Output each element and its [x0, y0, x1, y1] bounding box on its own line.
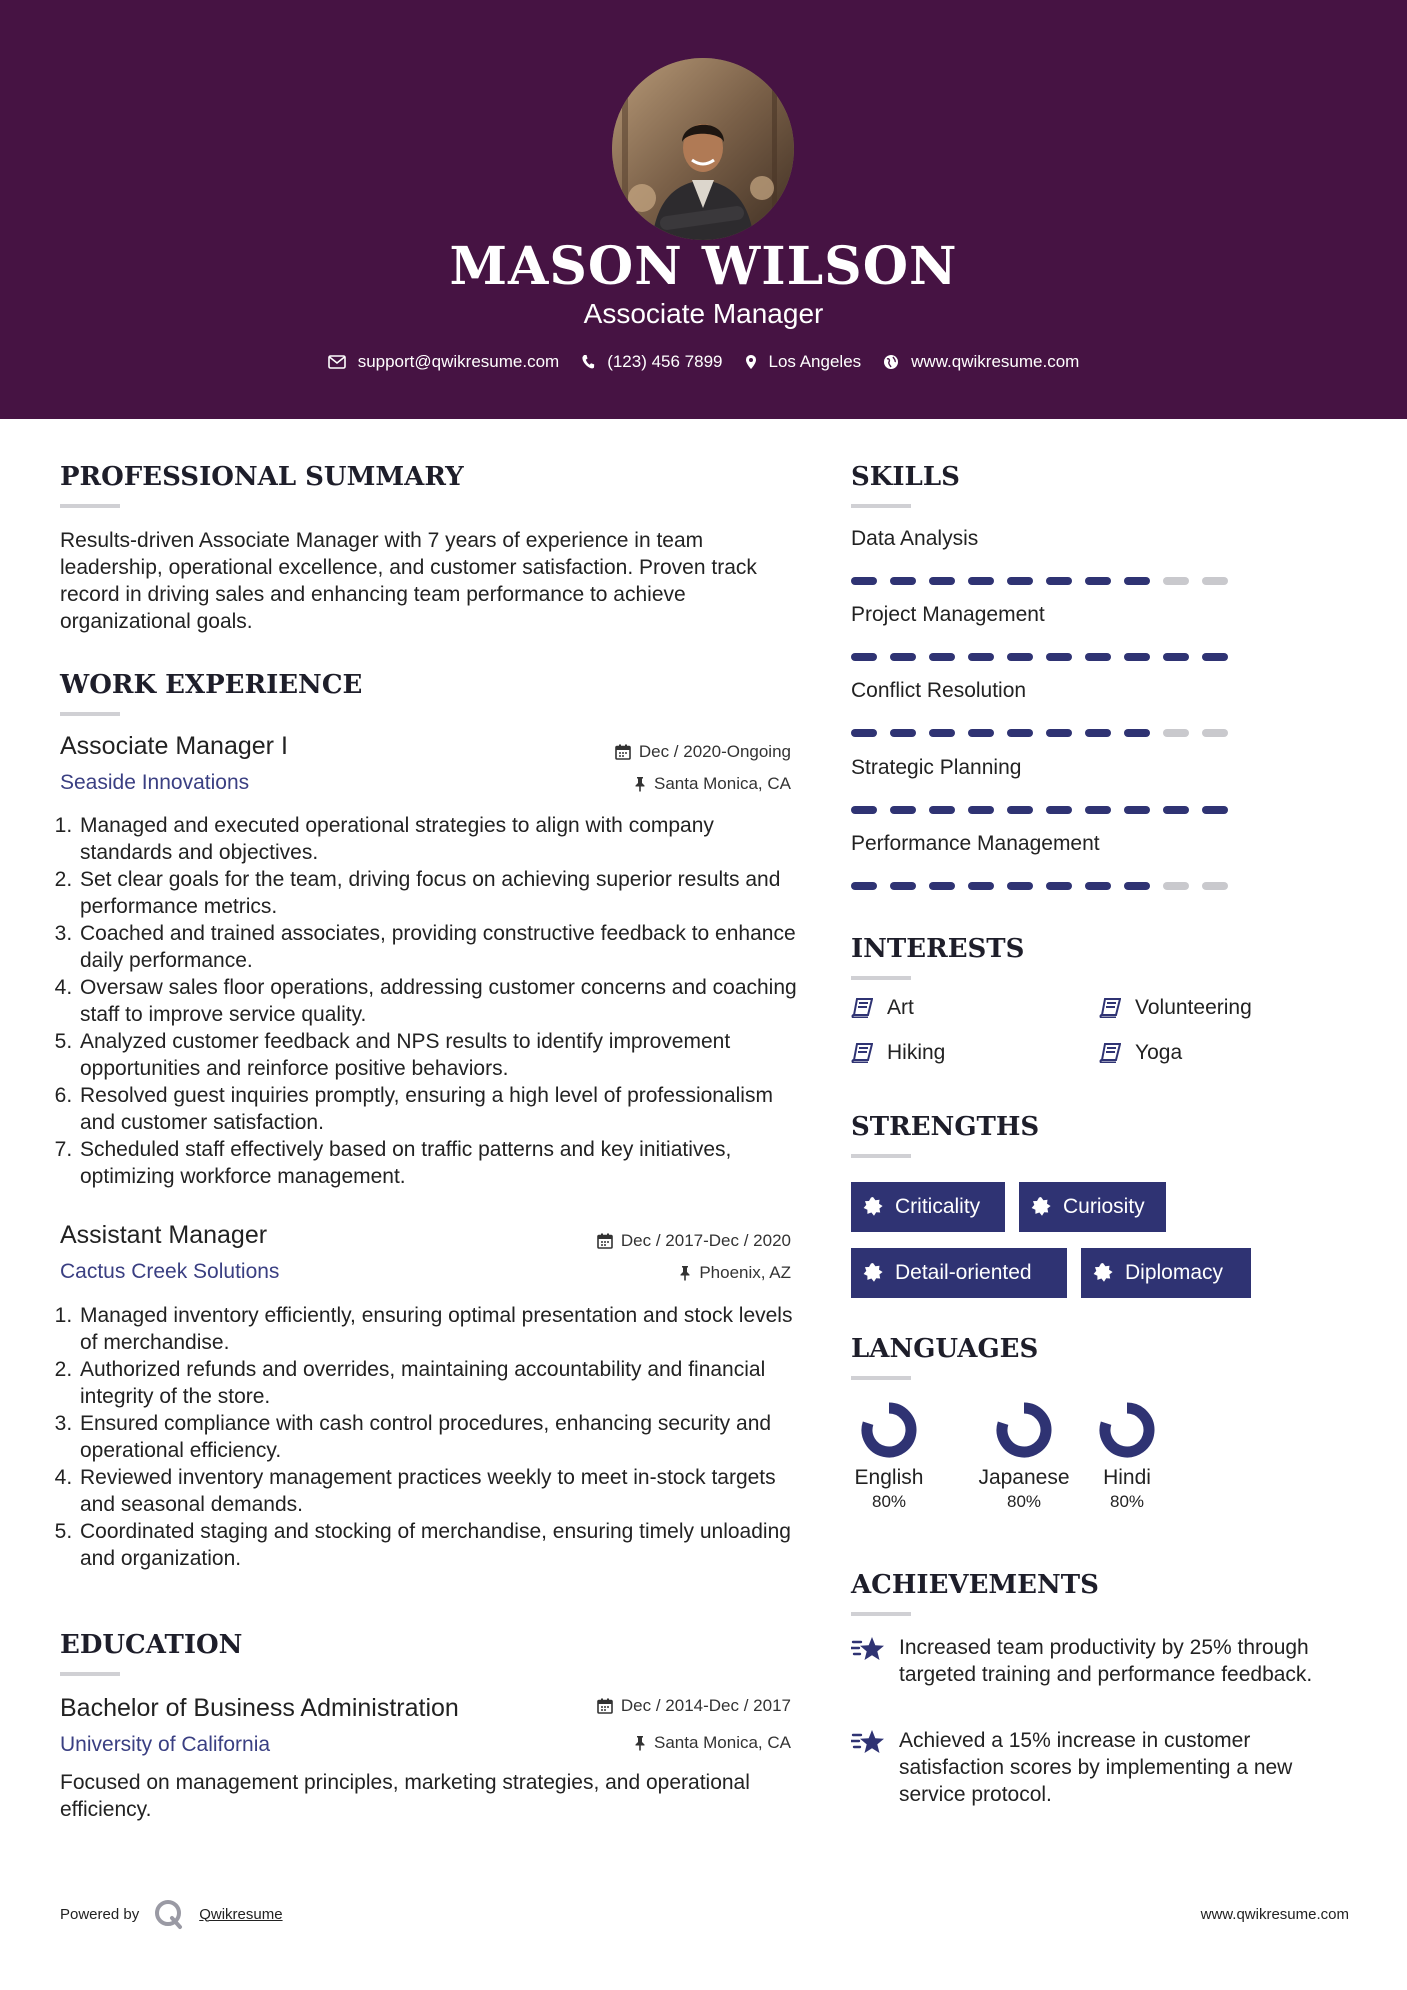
education-text: Focused on management principles, marketing strategies, and operational efficiency.	[60, 1771, 750, 1821]
language-name: English	[854, 1466, 924, 1489]
language-gauge-arc	[1105, 1408, 1149, 1452]
education-location	[634, 1733, 791, 1753]
strength-tag	[851, 1182, 1005, 1232]
skill-dot	[968, 653, 994, 661]
languages-heading: LANGUAGES	[851, 1334, 1039, 1364]
strength-label: Curiosity	[1063, 1195, 1145, 1218]
badge-icon	[863, 1263, 883, 1283]
strength-label: Diplomacy	[1125, 1261, 1224, 1284]
job-location-text: Santa Monica, CA	[653, 774, 791, 793]
contact-email[interactable]	[328, 352, 560, 372]
job-date-text: Dec / 2017-Dec / 2020	[620, 1231, 791, 1250]
skill-dot	[1163, 806, 1189, 814]
list-item: 7. Scheduled staff effectively based on traffic patterns and key initiatives, optimizing workforce management.	[78, 1136, 808, 1190]
skill-dot	[1046, 729, 1072, 737]
interest-item	[851, 1041, 945, 1065]
skill-rating	[851, 729, 1228, 737]
skill-dot	[851, 729, 877, 737]
skill-dot	[1163, 653, 1189, 661]
skill-dot	[929, 882, 955, 890]
language-item	[964, 1398, 1084, 1512]
star-icon	[851, 1636, 885, 1664]
skill-dot	[929, 653, 955, 661]
language-item	[1067, 1398, 1187, 1512]
skill-rating	[851, 882, 1228, 890]
skill-dot	[1202, 653, 1228, 661]
interest-label: Hiking	[887, 1041, 946, 1064]
achievement-item	[851, 1634, 1351, 1688]
strength-tag	[1081, 1248, 1251, 1298]
list-item: 5. Coordinated staging and stocking of merchandise, ensuring timely unloading and organization.	[78, 1518, 808, 1572]
contact-phone[interactable]	[581, 352, 722, 372]
experience-rule	[60, 712, 120, 716]
job-duties-list	[60, 812, 808, 1190]
skill-dot	[890, 806, 916, 814]
list-item: 2. Authorized refunds and overrides, maintaining accountability and financial integrity of the store.	[78, 1356, 808, 1410]
skill-dot	[1007, 882, 1033, 890]
language-gauge-arc	[867, 1408, 911, 1452]
calendar-icon	[597, 1233, 613, 1249]
education-rule	[60, 1672, 120, 1676]
skill-name: Conflict Resolution	[851, 679, 1027, 702]
footer-website[interactable]: www.qwikresume.com	[1200, 1906, 1349, 1923]
skill-dot	[851, 577, 877, 585]
candidate-role: Associate Manager	[583, 298, 824, 329]
achievement-text: Achieved a 15% increase in customer satisfaction scores by implementing a new service protocol.	[899, 1729, 1293, 1806]
strength-tag	[1019, 1182, 1166, 1232]
skill-rating	[851, 577, 1228, 585]
badge-icon	[1031, 1197, 1051, 1217]
interest-item	[1099, 996, 1252, 1020]
strength-label: Criticality	[895, 1195, 981, 1218]
skill-dot	[1046, 882, 1072, 890]
job-title: Associate Manager I	[60, 732, 288, 760]
location-text: Los Angeles	[768, 352, 862, 371]
skill-dot	[1124, 806, 1150, 814]
skill-dot	[890, 882, 916, 890]
phone-icon	[581, 354, 595, 370]
skill-dot	[929, 729, 955, 737]
school-name: University of California	[60, 1733, 271, 1756]
badge-icon	[863, 1197, 883, 1217]
interest-label: Yoga	[1135, 1041, 1183, 1064]
envelope-icon	[328, 355, 346, 369]
website-text: www.qwikresume.com	[911, 352, 1080, 371]
skill-dot	[1085, 577, 1111, 585]
candidate-name: MASON WILSON	[449, 236, 958, 297]
achievement-item	[851, 1727, 1351, 1808]
calendar-icon	[597, 1698, 613, 1714]
experience-heading: WORK EXPERIENCE	[60, 670, 363, 700]
language-item	[829, 1398, 949, 1512]
badge-icon	[1093, 1263, 1113, 1283]
skill-dot	[1124, 882, 1150, 890]
summary-text: Results-driven Associate Manager with 7 years of experience in team leadership, operational excellence, and customer satisfaction. Proven track record in driving sales and enhancing team performance to achieve organizational goals.	[60, 529, 757, 633]
interests-rule	[851, 976, 911, 980]
pushpin-icon	[634, 776, 646, 792]
language-name: Japanese	[978, 1466, 1070, 1489]
education-heading: EDUCATION	[60, 1630, 243, 1660]
job-company: Seaside Innovations	[60, 771, 250, 794]
skill-dot	[929, 806, 955, 814]
footer-branding	[60, 1898, 283, 1930]
language-name: Hindi	[1103, 1466, 1151, 1489]
skill-dot	[1202, 729, 1228, 737]
skill-dot	[1007, 806, 1033, 814]
achievements-heading: ACHIEVEMENTS	[851, 1570, 1099, 1600]
powered-by-text: Powered by	[60, 1905, 140, 1923]
skill-dot	[1202, 577, 1228, 585]
list-item: 3. Coached and trained associates, providing constructive feedback to enhance daily performance.	[78, 920, 808, 974]
book-icon	[851, 1043, 873, 1063]
book-icon	[851, 998, 873, 1018]
skill-dot	[851, 882, 877, 890]
achievement-text: Increased team productivity by 25% through targeted training and performance feedback.	[899, 1636, 1313, 1686]
skill-dot	[890, 729, 916, 737]
skill-dot	[968, 577, 994, 585]
interest-label: Art	[887, 996, 914, 1019]
skill-dot	[1163, 882, 1189, 890]
skill-dot	[851, 806, 877, 814]
language-gauge	[1095, 1398, 1159, 1462]
book-icon	[1099, 998, 1121, 1018]
qwikresume-logo-icon	[153, 1898, 185, 1930]
language-percent: 80%	[1109, 1492, 1145, 1511]
skill-name: Performance Management	[851, 832, 1100, 855]
skill-dot	[1046, 577, 1072, 585]
job-title: Assistant Manager	[60, 1221, 268, 1249]
skill-dot	[1046, 653, 1072, 661]
skill-dot	[1085, 653, 1111, 661]
skill-dot	[890, 577, 916, 585]
interest-item	[851, 996, 914, 1020]
skill-dot	[968, 729, 994, 737]
skill-dot	[890, 653, 916, 661]
language-gauge	[992, 1398, 1056, 1462]
education-date	[597, 1696, 791, 1716]
education-date-text: Dec / 2014-Dec / 2017	[620, 1696, 791, 1715]
list-item: 2. Set clear goals for the team, driving focus on achieving superior results and performance metrics.	[78, 866, 808, 920]
skill-dot	[1202, 806, 1228, 814]
job-duties-list	[60, 1302, 808, 1572]
list-item: 6. Resolved guest inquiries promptly, ensuring a high level of professionalism and customer satisfaction.	[78, 1082, 808, 1136]
phone-text: (123) 456 7899	[607, 352, 723, 371]
skill-dot	[851, 653, 877, 661]
profile-photo	[612, 58, 794, 240]
skill-dot	[1124, 653, 1150, 661]
strength-tag	[851, 1248, 1067, 1298]
skill-dot	[1163, 729, 1189, 737]
skill-dot	[1007, 653, 1033, 661]
skill-dot	[1046, 806, 1072, 814]
language-percent: 80%	[871, 1492, 907, 1511]
list-item: 1. Managed and executed operational strategies to align with company standards and objectives.	[78, 812, 808, 866]
globe-icon	[883, 354, 899, 370]
job-date	[615, 742, 791, 762]
skill-dot	[1085, 806, 1111, 814]
summary-rule	[60, 504, 120, 508]
job-company: Cactus Creek Solutions	[60, 1260, 280, 1283]
strengths-heading: STRENGTHS	[851, 1112, 1040, 1142]
star-icon	[851, 1729, 885, 1757]
job-location	[634, 774, 791, 794]
skill-name: Project Management	[851, 603, 1045, 626]
language-gauge-arc	[1002, 1408, 1046, 1452]
strength-label: Detail-oriented	[895, 1261, 1032, 1284]
skill-dot	[1007, 729, 1033, 737]
skill-dot	[968, 882, 994, 890]
education-location-text: Santa Monica, CA	[653, 1733, 791, 1752]
contact-location	[745, 352, 862, 372]
languages-rule	[851, 1376, 911, 1380]
skill-rating	[851, 806, 1228, 814]
job-date	[597, 1231, 791, 1251]
interest-item	[1099, 1041, 1182, 1065]
interests-heading: INTERESTS	[851, 934, 1025, 964]
skill-dot	[929, 577, 955, 585]
degree-title: Bachelor of Business Administration	[60, 1694, 459, 1722]
skill-dot	[968, 806, 994, 814]
skill-name: Data Analysis	[851, 527, 979, 550]
map-pin-icon	[745, 354, 757, 370]
skill-dot	[1007, 577, 1033, 585]
skill-dot	[1085, 729, 1111, 737]
skill-dot	[1163, 577, 1189, 585]
job-location	[679, 1263, 791, 1283]
calendar-icon	[615, 744, 631, 760]
book-icon	[1099, 1043, 1121, 1063]
resume-header	[0, 0, 1407, 419]
email-text: support@qwikresume.com	[357, 352, 560, 371]
contact-website[interactable]	[883, 352, 1079, 372]
skill-name: Strategic Planning	[851, 756, 1022, 779]
summary-heading: PROFESSIONAL SUMMARY	[60, 462, 464, 492]
skills-heading: SKILLS	[851, 462, 960, 492]
skills-rule	[851, 504, 911, 508]
skill-dot	[1124, 729, 1150, 737]
achievements-rule	[851, 1612, 911, 1616]
language-gauge	[857, 1398, 921, 1462]
list-item: 4. Oversaw sales floor operations, addressing customer concerns and coaching staff to improve service quality.	[78, 974, 808, 1028]
skill-rating	[851, 653, 1228, 661]
job-date-text: Dec / 2020-Ongoing	[638, 742, 791, 761]
contact-bar	[0, 352, 1407, 372]
list-item: 1. Managed inventory efficiently, ensuring optimal presentation and stock levels of merchandise.	[78, 1302, 808, 1356]
language-percent: 80%	[1006, 1492, 1042, 1511]
pushpin-icon	[679, 1265, 691, 1281]
interest-label: Volunteering	[1135, 996, 1252, 1019]
skill-dot	[1202, 882, 1228, 890]
skill-dot	[1124, 577, 1150, 585]
list-item: 4. Reviewed inventory management practices weekly to meet in-stock targets and seasonal demands.	[78, 1464, 808, 1518]
pushpin-icon	[634, 1735, 646, 1751]
job-location-text: Phoenix, AZ	[699, 1263, 791, 1282]
qwikresume-link[interactable]: Qwikresume	[199, 1905, 283, 1923]
strengths-rule	[851, 1154, 911, 1158]
skill-dot	[1085, 882, 1111, 890]
list-item: 5. Analyzed customer feedback and NPS results to identify improvement opportunities and reinforce positive behaviors.	[78, 1028, 808, 1082]
list-item: 3. Ensured compliance with cash control procedures, enhancing security and operational efficiency.	[78, 1410, 808, 1464]
